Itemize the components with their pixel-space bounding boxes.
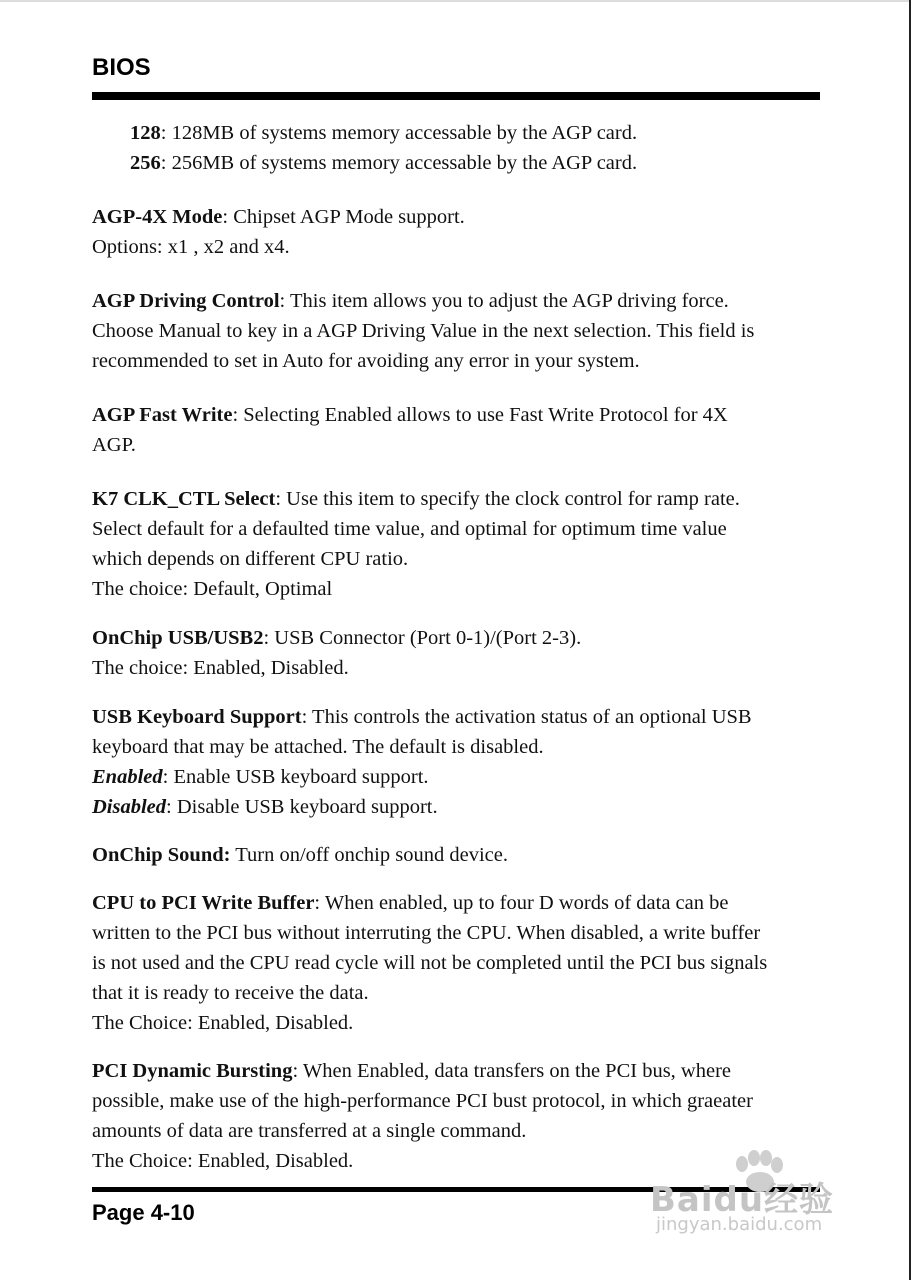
- baidu-watermark: [650, 1150, 870, 1250]
- section-k7-clk-ctl-select: K7 CLK_CTL Select: Use this item to specify the clock control for ramp rate. Select default for a defaulted time value, and optimal for optimum time value which depends on different CPU ratio. The choice: Default, Optimal: [92, 484, 822, 604]
- header-rule: [92, 92, 820, 100]
- section-agp-fast-write: AGP Fast Write: Selecting Enabled allows to use Fast Write Protocol for 4X AGP.: [92, 404, 728, 456]
- section-title: AGP Driving Control: [92, 290, 280, 312]
- section-title: OnChip USB/USB2: [92, 627, 264, 649]
- section-title: AGP Fast Write: [92, 404, 233, 426]
- section-onchip-usb: OnChip USB/USB2: USB Connector (Port 0-1)/(Port 2-3). The choice: Enabled, Disabled.: [92, 623, 822, 683]
- section-title: USB Keyboard Support: [92, 706, 302, 728]
- section-choice: The Choice: Enabled, Disabled.: [92, 1012, 354, 1034]
- page-content: [92, 118, 822, 1176]
- section-agp-4x-mode: AGP-4X Mode: Chipset AGP Mode support. Options: x1 , x2 and x4.: [92, 202, 822, 262]
- section-onchip-sound: OnChip Sound: Turn on/off onchip sound device.: [92, 844, 508, 866]
- section-title: OnChip Sound:: [92, 844, 231, 866]
- option-enabled: Enabled: Enable USB keyboard support.: [92, 766, 429, 788]
- section-title: AGP-4X Mode: [92, 206, 223, 228]
- section-choice: The choice: Default, Optimal: [92, 578, 333, 600]
- section-usb-keyboard-support: USB Keyboard Support: This controls the activation status of an optional USB keyboard that may be attached. The default is disabled. Enabled: Enable USB keyboard support. Disabled: Disable USB keyboard support.: [92, 702, 822, 822]
- agp-size-option-256: 256: 256MB of systems memory accessable by the AGP card.: [130, 152, 638, 174]
- section-choice: The choice: Enabled, Disabled.: [92, 657, 349, 679]
- section-cpu-to-pci-write-buffer: CPU to PCI Write Buffer: When enabled, up to four D words of data can be written to the PCI bus without interruting the CPU. When disabled, a write buffer is not used and the CPU read cycle will not be completed until the PCI bus signals that it is ready to receive the data. The Choice: Enabled, Disabled.: [92, 888, 822, 1038]
- option-disabled: Disabled: Disable USB keyboard support.: [92, 796, 438, 818]
- page-number: Page 4-10: [92, 1200, 195, 1225]
- section-agp-driving-control: AGP Driving Control: This item allows you to adjust the AGP driving force. Choose Manual to key in a AGP Driving Value in the next selection. This field is recommended to set in Auto for avoiding any error in your system.: [92, 290, 755, 372]
- section-title: CPU to PCI Write Buffer: [92, 892, 315, 914]
- agp-size-option-128: 128: 128MB of systems memory accessable by the AGP card.: [130, 122, 638, 144]
- page-top-edge: [0, 0, 911, 2]
- page-header-title: BIOS: [92, 54, 151, 81]
- section-pci-dynamic-bursting: PCI Dynamic Bursting: When Enabled, data transfers on the PCI bus, where possible, make use of the high-performance PCI bust protocol, in which graeater amounts of data are transferred at a single command. The Choice: Enabled, Disabled.: [92, 1056, 822, 1176]
- section-choice: The Choice: Enabled, Disabled.: [92, 1150, 354, 1172]
- watermark-url: jingyan.baidu.com: [656, 1214, 823, 1235]
- section-title: PCI Dynamic Bursting: [92, 1060, 293, 1082]
- section-options: Options: x1 , x2 and x4.: [92, 236, 290, 258]
- watermark-brand: Baidu经验: [650, 1180, 835, 1220]
- section-title: K7 CLK_CTL Select: [92, 488, 276, 510]
